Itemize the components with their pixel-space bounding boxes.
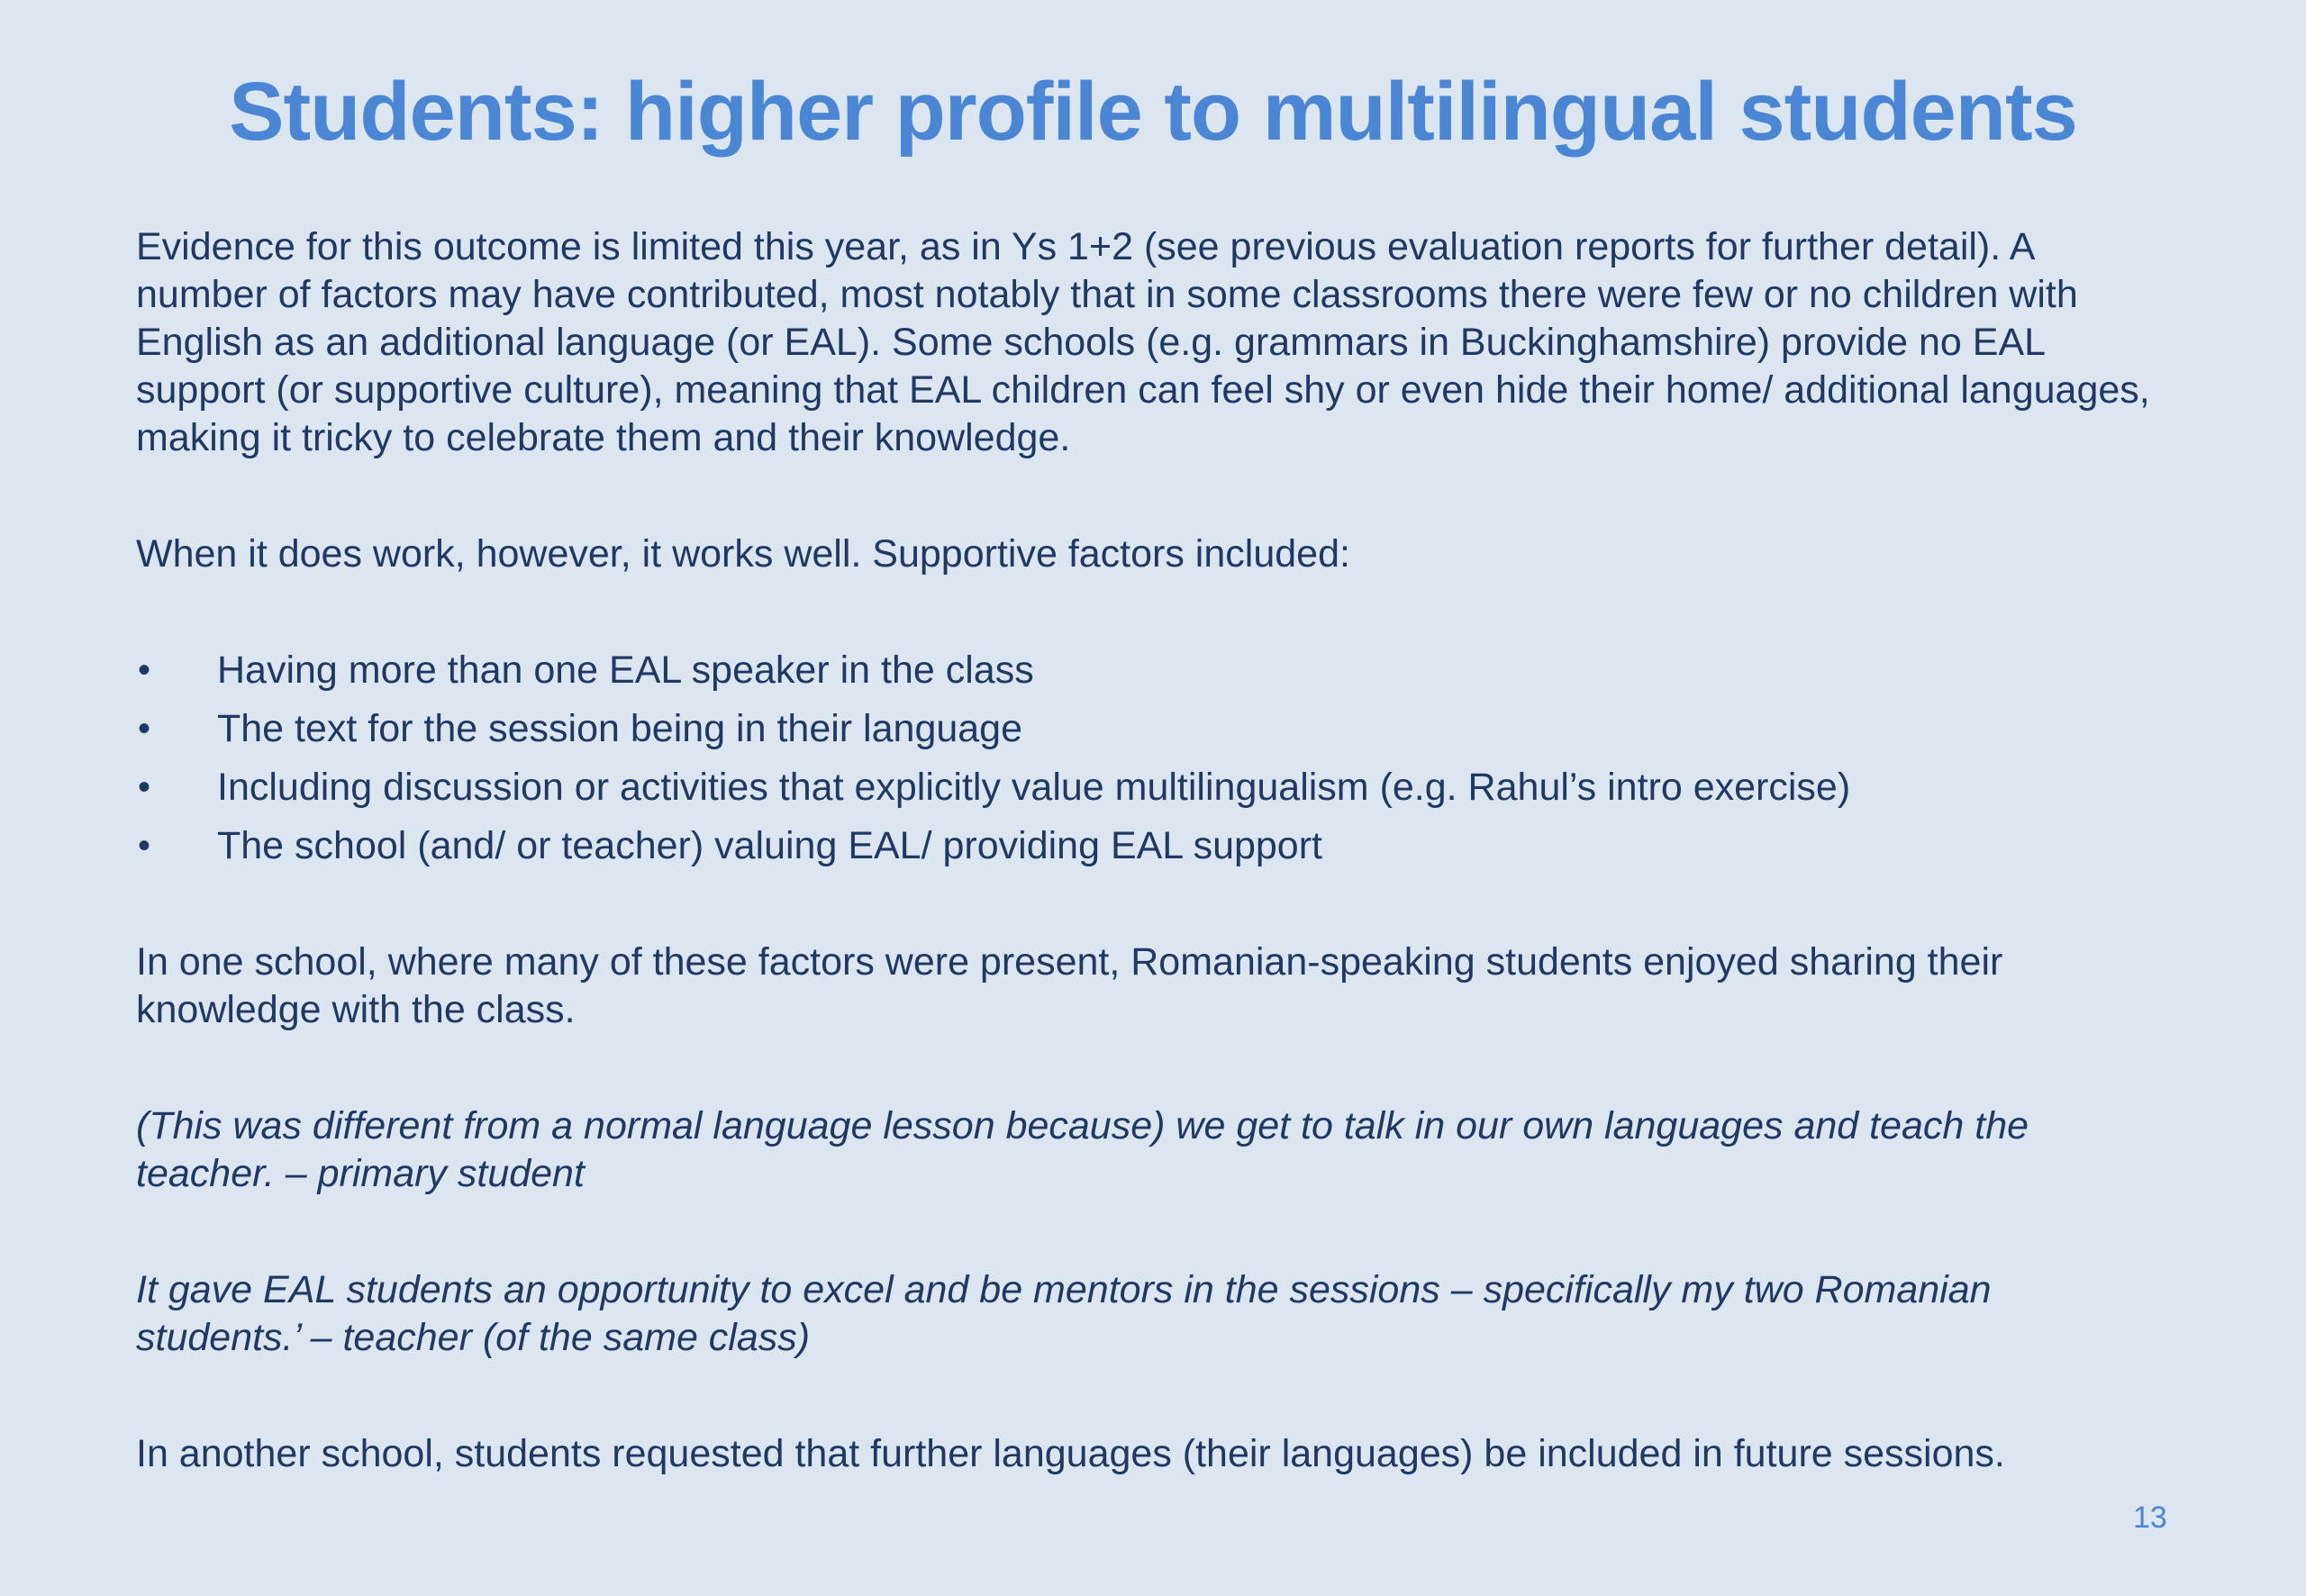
slide-body: [136, 223, 2154, 1478]
list-item: [136, 822, 2154, 881]
spacer: [136, 462, 2154, 530]
spacer: [136, 1034, 2154, 1102]
page-number: 13: [2133, 1501, 2167, 1535]
supportive-factors-intro: When it does work, however, it works well. Supportive factors included:: [136, 532, 1350, 576]
list-item-text: Having more than one EAL speaker in the class: [217, 648, 1034, 692]
teacher-quote: It gave EAL students an opportunity to excel and be mentors in the sessions – specifically my two Romanian students.’ – teacher (of the same class): [136, 1268, 1992, 1359]
spacer: [136, 881, 2154, 939]
list-item: [136, 764, 2154, 822]
list-item: [136, 705, 2154, 764]
list-item: [136, 647, 2154, 705]
evidence-paragraph: Evidence for this outcome is limited this year, as in Ys 1+2 (see previous evaluation reports for further detail). A number of factors may have contributed, most notably that in some classrooms there were few or no children with English as an additional language (or EAL). Some schools (e.g. grammars in Buckinghamshire) provide no EAL support (or supportive culture), meaning that EAL children can feel shy or even hide their home/ additional languages, making it tricky to celebrate them and their knowledge.: [136, 225, 2150, 459]
student-quote: (This was different from a normal language lesson because) we get to talk in our own languages and teach the teacher. – primary student: [136, 1104, 2029, 1195]
bullet-icon: •: [138, 826, 151, 866]
list-item-text: Including discussion or activities that explicitly value multilingualism (e.g. Rahul’s intro exercise): [217, 766, 1851, 809]
bullet-icon: •: [138, 650, 151, 690]
bullet-icon: •: [138, 767, 151, 807]
list-item-text: The text for the session being in their language: [217, 707, 1023, 750]
romanian-school-paragraph: In one school, where many of these factors were present, Romanian-speaking students enjoyed sharing their knowledge with the class.: [136, 940, 2003, 1031]
spacer: [136, 1362, 2154, 1430]
slide-title: Students: higher profile to multilingual students: [229, 66, 2077, 158]
spacer: [136, 578, 2154, 647]
bullet-icon: •: [138, 709, 151, 748]
supportive-factors-list: [136, 647, 2154, 881]
list-item-text: The school (and/ or teacher) valuing EAL/ providing EAL support: [217, 824, 1322, 867]
another-school-paragraph: In another school, students requested that further languages (their languages) be included in future sessions.: [136, 1432, 2005, 1475]
spacer: [136, 1198, 2154, 1266]
